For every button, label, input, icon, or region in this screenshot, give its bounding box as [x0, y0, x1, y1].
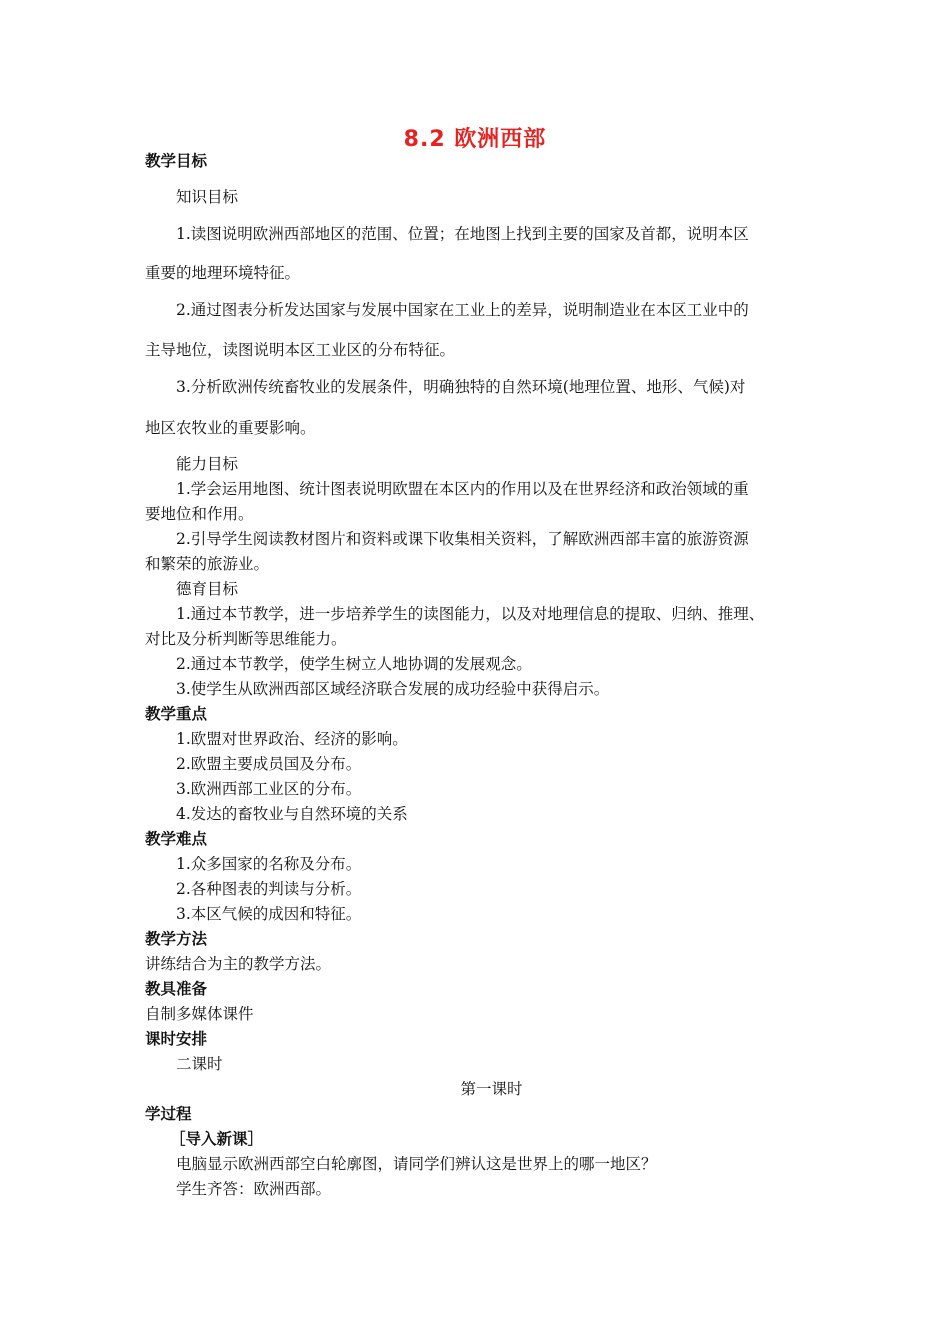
heading-tools: 教具准备 — [145, 980, 208, 998]
moral-item-1-line-2: 对比及分析判断等思维能力。 — [145, 630, 347, 648]
ability-item-2-line-1: 2.引导学生阅读教材图片和资料或课下收集相关资料，了解欧洲西部丰富的旅游资源 — [176, 530, 749, 548]
student-answer-text: 学生齐答：欧洲西部。 — [176, 1180, 332, 1198]
knowledge-item-3-line-2: 地区农牧业的重要影响。 — [145, 419, 316, 437]
difficulty-item: 3.本区气候的成因和特征。 — [176, 905, 362, 923]
knowledge-item-1-line-1: 1.读图说明欧洲西部地区的范围、位置；在地图上找到主要的国家及首都，说明本区 — [176, 225, 749, 243]
key-point-item: 1.欧盟对世界政治、经济的影响。 — [176, 730, 408, 748]
moral-item-2: 2.通过本节教学，使学生树立人地协调的发展观念。 — [176, 655, 532, 673]
heading-objectives: 教学目标 — [145, 152, 208, 170]
ability-item-1-line-1: 1.学会运用地图、统计图表说明欧盟在本区内的作用以及在世界经济和政治领域的重 — [176, 480, 749, 498]
difficulty-item: 2.各种图表的判读与分析。 — [176, 880, 362, 898]
knowledge-item-2-line-1: 2.通过图表分析发达国家与发展中国家在工业上的差异，说明制造业在本区工业中的 — [176, 301, 749, 319]
heading-key-points: 教学重点 — [145, 705, 208, 723]
heading-moral-objectives: 德育目标 — [176, 580, 239, 598]
key-point-item: 4.发达的畜牧业与自然环境的关系 — [176, 805, 408, 823]
knowledge-item-2-line-2: 主导地位，读图说明本区工业区的分布特征。 — [145, 341, 456, 359]
knowledge-item-3-line-1: 3.分析欧洲传统畜牧业的发展条件，明确独特的自然环境(地理位置、地形、气候)对 — [176, 378, 746, 396]
ability-item-1-line-2: 要地位和作用。 — [145, 505, 254, 523]
document-title: 8.2 欧洲西部 — [403, 127, 547, 152]
heading-ability-objectives: 能力目标 — [176, 455, 239, 473]
ability-item-2-line-2: 和繁荣的旅游业。 — [145, 555, 270, 573]
intro-text: 电脑显示欧洲西部空白轮廓图，请同学们辨认这是世界上的哪一地区？ — [176, 1155, 657, 1173]
method-text: 讲练结合为主的教学方法。 — [145, 955, 332, 973]
moral-item-1-line-1: 1.通过本节教学，进一步培养学生的读图能力，以及对地理信息的提取、归纳、推理、 — [176, 605, 765, 623]
heading-schedule: 课时安排 — [145, 1030, 208, 1048]
heading-method: 教学方法 — [145, 930, 208, 948]
heading-intro: ［导入新课］ — [170, 1130, 264, 1148]
heading-knowledge-objectives: 知识目标 — [176, 188, 239, 206]
difficulty-item: 1.众多国家的名称及分布。 — [176, 855, 362, 873]
heading-difficulties: 教学难点 — [145, 830, 208, 848]
heading-lesson-process: 学过程 — [145, 1105, 192, 1123]
schedule-text: 二课时 — [176, 1055, 223, 1073]
key-point-item: 3.欧洲西部工业区的分布。 — [176, 780, 362, 798]
key-point-item: 2.欧盟主要成员国及分布。 — [176, 755, 362, 773]
tools-text: 自制多媒体课件 — [145, 1005, 254, 1023]
moral-item-3: 3.使学生从欧洲西部区域经济联合发展的成功经验中获得启示。 — [176, 680, 610, 698]
lesson-subtitle: 第一课时 — [460, 1080, 523, 1098]
knowledge-item-1-line-2: 重要的地理环境特征。 — [145, 264, 301, 282]
